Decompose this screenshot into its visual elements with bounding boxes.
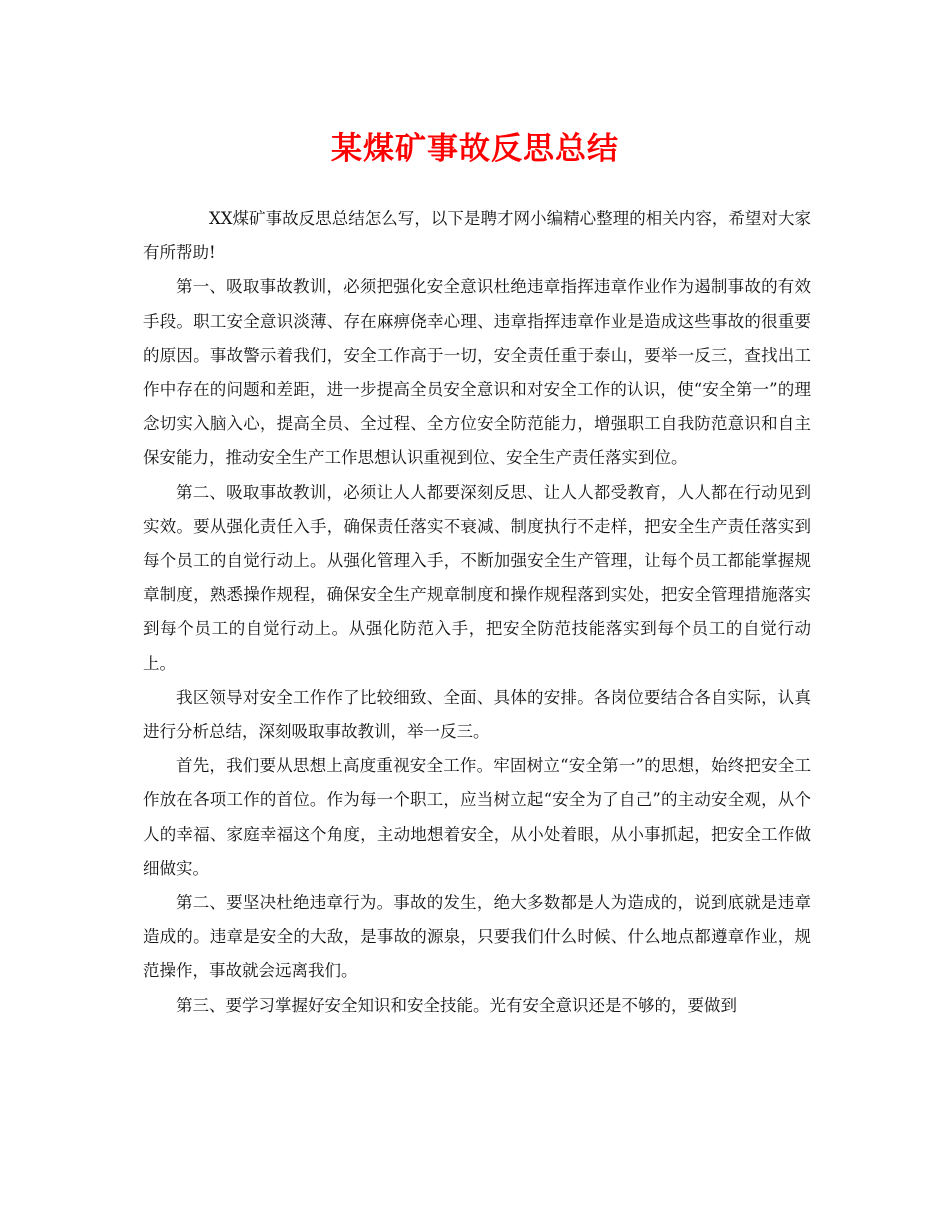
paragraph-first-point: 首先，我们要从思想上高度重视安全工作。牢固树立“安全第一”的思想，始终把安全工作放在各项工作的首位。作为每一个职工，应当树立起“安全为了自己”的主动安全观，从个人的幸福、家庭幸福这个角度，主动地想着安全，从小处着眼，从小事抓起，把安全工作做细做实。 <box>143 756 811 878</box>
paragraph-intro: XX煤矿事故反思总结怎么写，以下是聘才网小编精心整理的相关内容，希望对大家有所帮助! <box>143 209 811 263</box>
paragraph-second-lesson: 第二、吸取事故教训，必须让人人都要深刻反思、让人人都受教育，人人都在行动见到实效。要从强化责任入手，确保责任落实不衰减、制度执行不走样，把安全生产责任落实到每个员工的自觉行动上。从强化管理入手，不断加强安全生产管理，让每个员工都能掌握规章制度，熟悉操作规程，确保安全生产规章制度和操作规程落到实处，把安全管理措施落实到每个员工的自觉行动上。从强化防范入手，把安全防范技能落实到每个员工的自觉行动上。 <box>143 482 811 673</box>
paragraph-first-lesson: 第一、吸取事故教训，必须把强化安全意识杜绝违章指挥违章作业作为遏制事故的有效手段。职工安全意识淡薄、存在麻痹侥幸心理、违章指挥违章作业是造成这些事故的很重要的原因。事故警示着我们，安全工作高于一切，安全责任重于泰山，要举一反三，查找出工作中存在的问题和差距，进一步提高全员安全意识和对安全工作的认识，使“安全第一”的理念切实入脑入心，提高全员、全过程、全方位安全防范能力，增强职工自我防范意识和自主保安能力，推动安全生产工作思想认识重视到位、安全生产责任落实到位。 <box>143 277 811 468</box>
paragraph-second-point: 第二、要坚决杜绝违章行为。事故的发生，绝大多数都是人为造成的，说到底就是违章造成的。违章是安全的大敌，是事故的源泉，只要我们什么时候、什么地点都遵章作业，规范操作，事故就会远离我们。 <box>143 893 811 981</box>
document-title: 某煤矿事故反思总结 <box>331 131 619 167</box>
paragraph-district-leaders: 我区领导对安全工作作了比较细致、全面、具体的安排。各岗位要结合各自实际，认真进行分析总结，深刻吸取事故教训，举一反三。 <box>143 687 811 742</box>
document-body <box>143 202 811 1023</box>
paragraph-third-point: 第三、要学习掌握好安全知识和安全技能。光有安全意识还是不够的，要做到 <box>176 995 737 1015</box>
